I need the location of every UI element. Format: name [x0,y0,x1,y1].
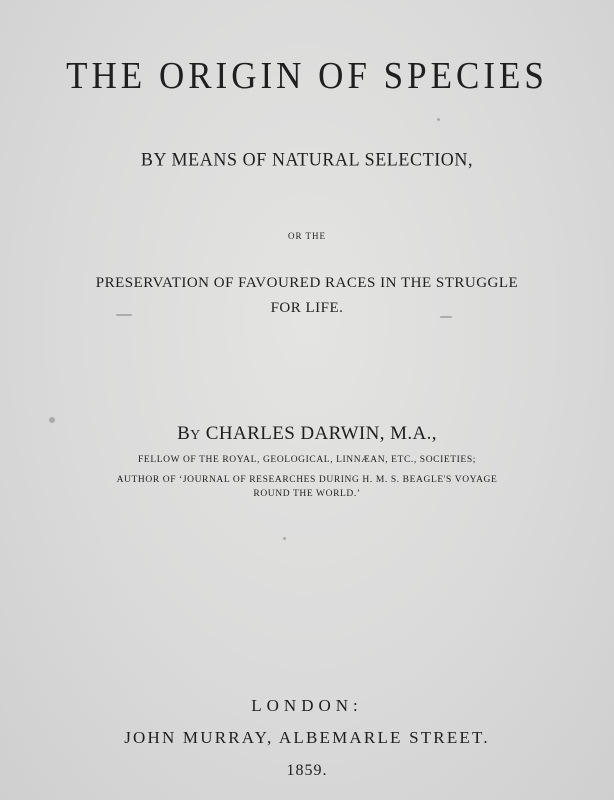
author-name: CHARLES DARWIN, M.A., [200,423,437,444]
alternate-title-line-1: PRESERVATION OF FAVOURED RACES IN THE STRUGGLE [95,275,519,291]
publication-city: LONDON: [251,696,363,715]
author-credentials-line-2: AUTHOR OF ‘JOURNAL OF RESEARCHES DURING H. M. S. BEAGLE'S VOYAGE [116,475,498,485]
paper-blemish [49,417,55,423]
paper-blemish [440,316,452,318]
alternate-title-line-2: FOR LIFE. [270,300,344,316]
publication-year: 1859. [286,762,328,779]
author-credentials-line-3: ROUND THE WORLD.’ [253,489,361,499]
author-by-initial: B [177,423,191,444]
author-line [0,424,614,443]
author-by-rest: Y [190,428,201,443]
book-title: THE ORIGIN OF SPECIES [66,54,548,97]
paper-blemish [283,537,286,540]
paper-blemish [437,118,440,121]
author-credentials-line-1: FELLOW OF THE ROYAL, GEOLOGICAL, LINNÆAN, ETC., SOCIETIES; [138,455,476,465]
paper-blemish [116,314,132,316]
publisher: JOHN MURRAY, ALBEMARLE STREET. [124,728,490,747]
connector-text: OR THE [287,231,327,241]
book-subtitle: BY MEANS OF NATURAL SELECTION, [140,148,474,170]
